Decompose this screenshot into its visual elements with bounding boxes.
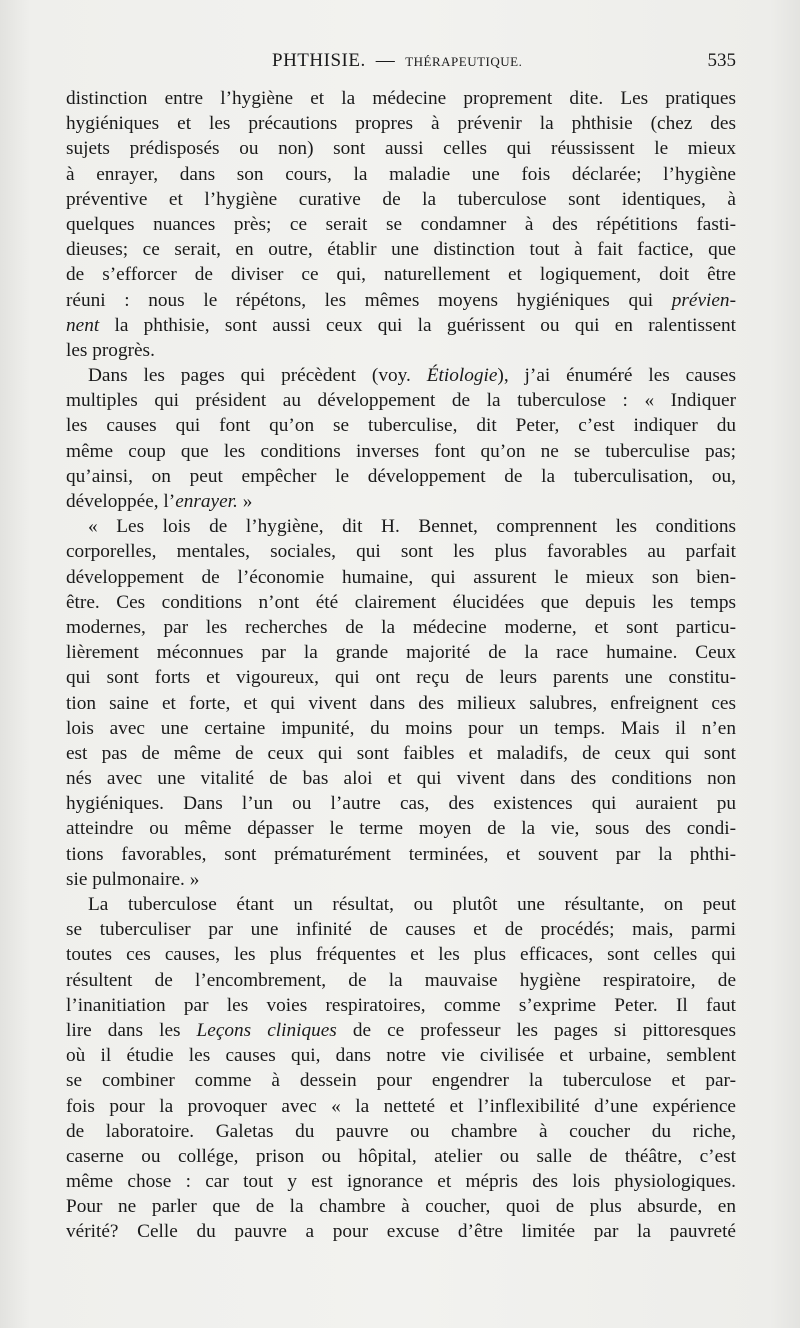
text-line: [66, 313, 736, 338]
text-line: [66, 1018, 736, 1043]
text-line: [66, 565, 736, 590]
line-text: de s’efforcer de diviser ce qui, naturellement et logiquement, doit être: [66, 264, 736, 286]
line-text: ), j’ai énuméré les causes: [497, 365, 736, 387]
line-text: « Les lois de l’hygiène, dit H. Bennet, comprennent les conditions: [88, 516, 736, 538]
text-line: [66, 187, 736, 212]
running-title-text: PHTHISIE.: [272, 50, 366, 71]
body-text: [66, 86, 736, 1245]
line-text: lièrement méconnues par la grande majorité de la race humaine. Ceux: [66, 642, 736, 664]
line-text: se tuberculiser par une infinité de causes et de procédés; mais, parmi: [66, 919, 736, 941]
line-text: lire dans les: [66, 1019, 181, 1041]
italic-text: nent: [66, 314, 100, 336]
text-line: [66, 288, 736, 313]
line-text: caserne ou collége, prison ou hôpital, atelier ou salle de théâtre, c’est: [66, 1145, 736, 1167]
line-text: les progrès.: [66, 339, 155, 361]
text-line: [66, 338, 736, 363]
text-line: [66, 968, 736, 993]
line-text: quelques nuances près; ce serait se condamner à des répétitions fasti-: [66, 213, 736, 235]
line-text: se combiner comme à dessein pour engendrer la tuberculose et par-: [66, 1070, 736, 1092]
text-line: [66, 539, 736, 564]
text-line: [66, 816, 736, 841]
text-line: [66, 86, 736, 111]
line-text: résultent de l’encombrement, de la mauvaise hygiène respiratoire, de: [66, 969, 736, 991]
text-line: [66, 162, 736, 187]
line-text: qui sont forts et vigoureux, qui ont reçu de leurs parents une constitu-: [66, 667, 736, 689]
line-text: développée, l’: [66, 491, 176, 512]
text-line: [66, 262, 736, 287]
line-text: préventive et l’hygiène curative de la tuberculose sont identiques, à: [66, 188, 736, 210]
line-text: nés avec une vitalité de bas aloi et qui vivent dans des conditions non: [66, 768, 736, 790]
text-line: [66, 111, 736, 136]
line-text: même chose : car tout y est ignorance et mépris des lois physiologiques.: [66, 1171, 736, 1193]
text-line: [66, 615, 736, 640]
line-text: de ce professeur les pages si pittoresques: [336, 1019, 736, 1041]
line-text: tion saine et forte, et qui vivent dans des milieux salubres, enfreignent ces: [66, 692, 736, 714]
text-line: [66, 1144, 736, 1169]
line-text: où il étudie les causes qui, dans notre vie civilisée et urbaine, semblent: [66, 1045, 736, 1067]
text-line: [66, 136, 736, 161]
text-line: [66, 413, 736, 438]
text-line: [66, 1219, 736, 1244]
line-text: est pas de même de ceux qui sont faibles et maladifs, de ceux qui sont: [66, 742, 736, 764]
line-text: l’inanitiation par les voies respiratoires, comme s’exprime Peter. Il faut: [66, 994, 736, 1016]
line-text: dieuses; ce serait, en outre, établir une distinction tout à fait factice, que: [66, 239, 736, 261]
line-text: de laboratoire. Galetas du pauvre ou chambre à coucher du riche,: [66, 1120, 736, 1142]
italic-text: Étiologie: [426, 365, 498, 387]
italic-text: prévien-: [671, 289, 736, 311]
line-text: qu’ainsi, on peut empêcher le développement de la tuberculisation, ou,: [66, 465, 736, 487]
page-number: 535: [707, 50, 736, 71]
text-line: [66, 1119, 736, 1144]
text-line: [66, 665, 736, 690]
text-line: [66, 640, 736, 665]
text-line: [66, 842, 736, 867]
text-line: [66, 716, 736, 741]
text-line: [66, 942, 736, 967]
line-text: même coup que les conditions inverses font qu’on ne se tuberculise pas;: [66, 440, 736, 462]
line-text: hygiéniques. Dans l’un ou l’autre cas, des existences qui auraient pu: [66, 793, 736, 815]
running-title: [272, 50, 522, 72]
line-text: »: [237, 491, 253, 512]
line-text: distinction entre l’hygiène et la médecine proprement dite. Les pratiques: [66, 88, 736, 109]
line-text: tions favorables, sont prématurément terminées, et souvent par la phthi-: [66, 843, 736, 865]
text-line: [66, 1043, 736, 1068]
text-line: [66, 892, 736, 917]
line-text: sie pulmonaire. »: [66, 868, 200, 890]
line-text: Dans les pages qui précèdent (voy.: [88, 365, 411, 387]
text-line: [66, 993, 736, 1018]
text-line: [66, 741, 736, 766]
text-line: [66, 363, 736, 388]
text-line: [66, 867, 736, 892]
text-line: [66, 464, 736, 489]
line-text: vérité? Celle du pauvre a pour excuse d’être limitée par la pauvreté: [66, 1221, 736, 1243]
text-line: [66, 1194, 736, 1219]
line-text: sujets prédisposés ou non) sont aussi celles qui réussissent le mieux: [66, 138, 736, 160]
italic-text: enrayer.: [175, 491, 238, 512]
line-text: lois avec une certaine impunité, du moins pour un temps. Mais il n’en: [66, 717, 736, 739]
text-line: [66, 691, 736, 716]
line-text: développement de l’économie humaine, qui assurent le mieux son bien-: [66, 566, 736, 588]
line-text: être. Ces conditions n’ont été clairement élucidées que depuis les temps: [66, 591, 736, 613]
text-line: [66, 1068, 736, 1093]
text-line: [66, 1169, 736, 1194]
line-text: les causes qui font qu’on se tuberculise, dit Peter, c’est indiquer du: [66, 415, 736, 437]
text-line: [66, 1094, 736, 1119]
header-dash: —: [375, 50, 396, 71]
text-line: [66, 439, 736, 464]
line-text: atteindre ou même dépasser le terme moyen de la vie, sous des condi-: [66, 818, 736, 840]
text-line: [66, 514, 736, 539]
italic-text: Leçons cliniques: [196, 1019, 337, 1041]
text-line: [66, 766, 736, 791]
line-text: Pour ne parler que de la chambre à coucher, quoi de plus absurde, en: [66, 1196, 736, 1218]
text-line: [66, 791, 736, 816]
line-text: hygiéniques et les précautions propres à prévenir la phthisie (chez des: [66, 113, 736, 135]
line-text: la phthisie, sont aussi ceux qui la guérissent ou qui en ralentissent: [114, 314, 736, 336]
text-line: [66, 489, 736, 514]
line-text: réuni : nous le répétons, les mêmes moyens hygiéniques qui: [66, 289, 654, 311]
text-line: [66, 388, 736, 413]
text-line: [66, 212, 736, 237]
line-text: à enrayer, dans son cours, la maladie une fois déclarée; l’hygiène: [66, 163, 736, 185]
line-text: multiples qui président au développement de la tuberculose : « Indiquer: [66, 390, 736, 412]
text-line: [66, 590, 736, 615]
section-title: THÉRAPEUTIQUE.: [405, 54, 523, 69]
text-line: [66, 917, 736, 942]
line-text: La tuberculose étant un résultat, ou plutôt une résultante, on peut: [88, 894, 736, 915]
line-text: corporelles, mentales, sociales, qui sont les plus favorables au parfait: [66, 541, 736, 563]
text-line: [66, 237, 736, 262]
line-text: toutes ces causes, les plus fréquentes et les plus efficaces, sont celles qui: [66, 944, 736, 966]
page-header: [66, 50, 736, 76]
line-text: fois pour la provoquer avec « la netteté et l’inflexibilité d’une expérience: [66, 1095, 736, 1117]
line-text: modernes, par les recherches de la médecine moderne, et sont particu-: [66, 616, 736, 638]
